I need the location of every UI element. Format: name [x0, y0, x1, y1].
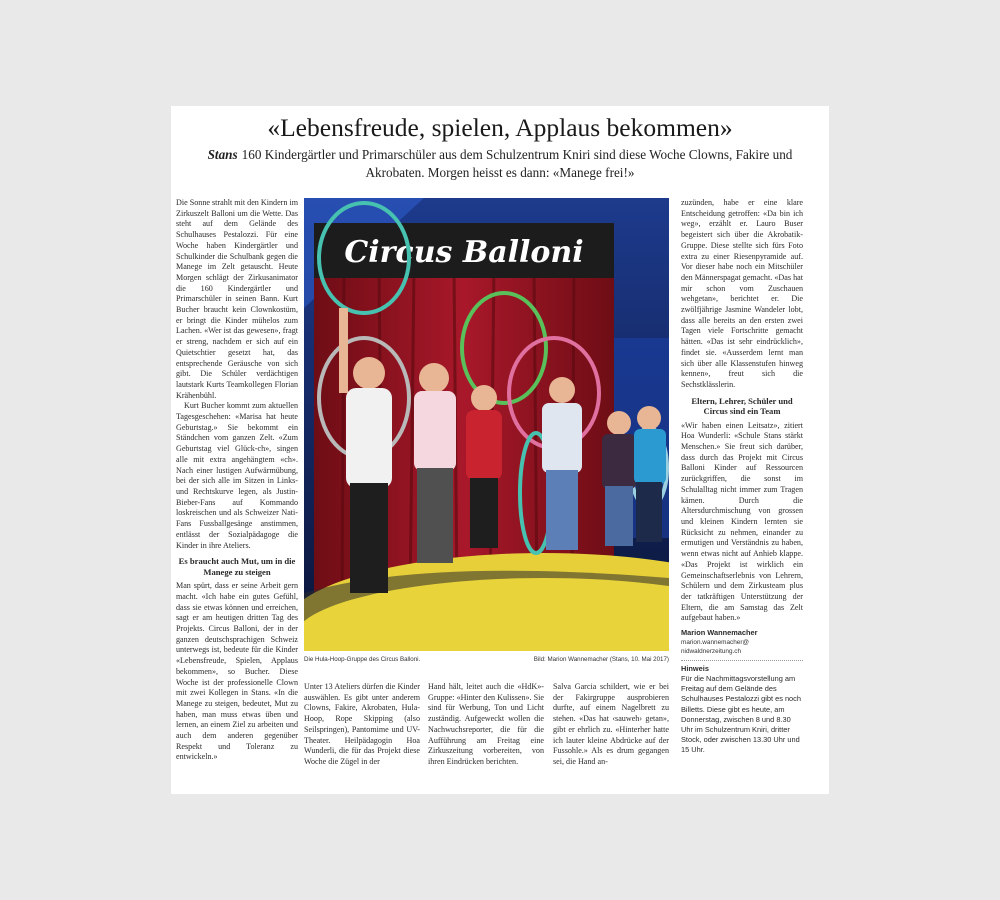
- paragraph: Man spürt, dass er seine Arbeit gern macht. «Ich habe ein gutes Gefühl, dass sie etwas können und erreichen, sagt er am heutigen dritten Tag des Projekts. Circus Balloni, der in der ganzen deutschsprachigen Schweiz unterwegs ist, bedeute für die Kinder «Lebensfreude, Spielen, Applaus bekommen», so Bucher. Diese Woche ist der professionelle Clown mit zwei Kollegen in Stans. «In die Manege zu steigen, bedeutet, Mut zu haben, man muss etwas üben und lernen, an einem Ziel zu arbeiten und auch dem anderen gegenüber Respekt und Toleranz zu entwickeln.»: [176, 581, 298, 762]
- paragraph: «Wir haben einen Leitsatz», zitiert Hoa Wunderli: «Schule Stans stärkt Menschen.» Sie freut sich darüber, dass durch das Projekt mit Circus Balloni Kinder auf Ressourcen zurückgriffen, die sonst im Schulalltag nicht immer zum Tragen kämen. Durch die Altersdurchmischung von grossen und kleinen Kindern lernten sie Rücksicht zu nehmen, einander zu ermutigen und Verständnis zu haben, wenn etwas nicht auf Anhieb klappe. «Das Projekt ist wirklich ein Gemeinschaftserlebnis von Lehrern, Schülern und dem Zirkusteam plus der tatkräftigen Unterstützung der Eltern, die am Samstag das Zelt aufgebaut haben.»: [681, 420, 803, 623]
- article-photo: [304, 198, 669, 651]
- subheading: Es braucht auch Mut, um in die Manege zu steigen: [178, 556, 296, 577]
- paragraph: Hand hält, leitet auch die «HdK»-Gruppe: «Hinter den Kulissen». Sie sind für Werbung, Ton und Licht zuständig. Aufgeweckt wollen die Nachwuchsreporter, die für die Aufführung am Freitag eine Zirkuszeitung vorbereiten, von ihren Eindrücken berichten.: [428, 682, 544, 766]
- photo-caption-row: [304, 655, 669, 664]
- lead-text: 160 Kindergärtler und Primarschüler aus dem Schulzentrum Kniri sind diese Woche Clowns, Fakire und Akrobaten. Morgen heisst es dann: «Manege frei!»: [241, 147, 793, 180]
- paragraph: Unter 13 Ateliers dürfen die Kinder auswählen. Es gibt unter anderem Clowns, Fakire, Akrobaten, Hula-Hoop, Rope Skipping (also Seilspringen), Pantomime und UV-Theater. Heilpädagogin Hoa Wunderli, die für das Projekt diese Woche die Zügel in der: [304, 682, 420, 766]
- photo-illustration: [304, 198, 669, 651]
- sign-text: Circus Balloni: [344, 235, 584, 270]
- newspaper-page: [171, 106, 829, 794]
- author-name: Marion Wannemacher: [681, 628, 758, 638]
- hint-text: Für die Nachmittagsvorstellung am Freitag auf dem Gelände des Schulhauses Pestalozzi gibt es noch Billetts. Diese gibt es heute, am Donnerstag, zwischen 8 und 8.30 Uhr im Schulzentrum Kniri, dritter Stock, oder zwischen 13.30 Uhr und 15 Uhr.: [681, 674, 801, 755]
- hint-title: Hinweis: [681, 664, 709, 674]
- column-5: [681, 198, 803, 756]
- paragraph: zuzünden, habe er eine klare Entscheidung getroffen: «Da bin ich weg», erzählt er. Lauro Buser begeistert sich über die Akrobatik-Gruppe. Diese stellte sich fürs Foto extra zu einer Riesenpyramide auf. Vor dieser habe noch ein Mitschüler den Männerspagat gemacht. «Das hat mir schon vom Zuschauen wehgetan», berichtet er. Die zwölfjährige Jasmine Wandeler lobt, dass alle bereits an den ersten zwei Tagen viele Fortschritte gemacht hätten. «Das ist sehr eindrücklich», findet sie. «Ausserdem lernt man sich über alle Klassenstufen hinweg kennen», freut sich die Sechstklässlerin.: [681, 198, 803, 389]
- author-email-line-2: nidwaldnerzeitung.ch: [681, 648, 742, 656]
- column-3: [428, 682, 544, 768]
- dateline-location: Stans: [207, 147, 238, 162]
- child-2: [414, 363, 456, 563]
- paragraph: Die Sonne strahlt mit den Kindern im Zirkuszelt Balloni um die Wette. Das steht auf dem Gelände des Schulhauses Pestalozzi. Für eine Woche haben Kindergärtler und Schulkinder die Schulbank gegen die Manege im Zelt getauscht. Heute Morgen schlägt der Zirkusanimator die 160 Kindergärtler und Primarschüler in seinen Bann. Kurt Bucher braucht kein Clownkostüm, er bringt die Kinder mühelos zum Lachen. «Wer ist das gewesen», fragt er streng, nachdem er sich auf ein Quietschtier gesetzt hat, das entsprechende Geräusche von sich gibt. Die Schüler verdächtigen lautstark Kurts Teamkollegen Florian Krähenbühl.: [176, 198, 298, 400]
- photo-credit: Bild: Marion Wannemacher (Stans, 10. Mai 2017): [533, 656, 669, 663]
- subheading: Eltern, Lehrer, Schüler und Circus sind ein Team: [691, 395, 793, 417]
- lead-paragraph: [189, 146, 811, 181]
- column-2: [304, 682, 420, 768]
- paragraph: Kurt Bucher kommt zum aktuellen Tagesgeschehen: «Marisa hat heute Geburtstag.» Sie bekommt ein Ständchen vom ganzen Zelt. «Zum Geburtstag viel Glück-ch», singen alle mit extra angehängtem «ch». Nach einer lustigen Aufwärmübung, bei der sich alle im Sitzen in Links- und Rechtskurve legen, als Justin-Bieber-Fans auf Kommando loskreischen und als Schweizer Nati-Fans Fussballgesänge anstimmen, entlässt der Sozialpädagoge die Kinder in ihre Ateliers.: [176, 401, 298, 550]
- headline: «Lebensfreude, spielen, Applaus bekommen»: [267, 113, 733, 142]
- column-4: [553, 682, 669, 768]
- column-1: [176, 198, 298, 763]
- author-email-line-1: marion.wannemacher@: [681, 639, 749, 647]
- photo-caption: Die Hula-Hoop-Gruppe des Circus Balloni.: [304, 656, 421, 663]
- paragraph: Salva Garcia schildert, wie er bei der Fakirgruppe ausprobieren durfte, auf einem Nagelbrett zu stehen. «Das hat ‹sauweh› getan», gibt er ehrlich zu. «Hinterher hatte ich lauter kleine Abdrücke auf der Fussohle.» Als es drum gegangen sei, die Hand an-: [553, 682, 669, 766]
- divider: [681, 660, 803, 661]
